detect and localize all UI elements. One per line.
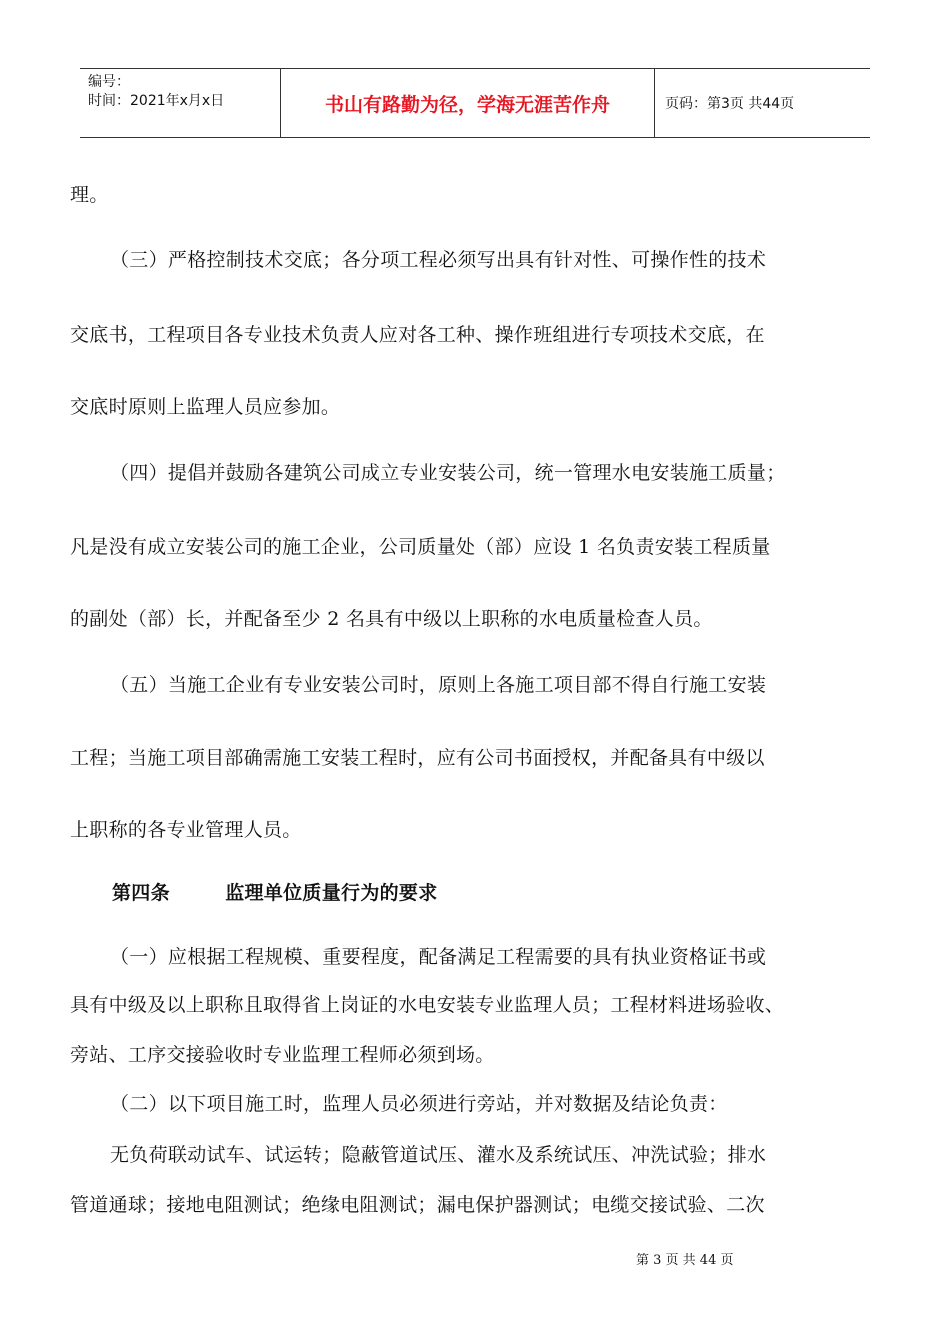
body-line: （五）当施工企业有专业安装公司时，原则上各施工项目部不得自行施工安装 bbox=[110, 674, 767, 696]
body-line: 上职称的各专业管理人员。 bbox=[70, 819, 302, 841]
page-header bbox=[80, 68, 870, 138]
number-label: 编号： bbox=[88, 74, 130, 90]
body-line: 理。 bbox=[70, 184, 109, 206]
page-footer: 第 3 页 共 44 页 bbox=[636, 1253, 734, 1268]
body-line: 交底书，工程项目各专业技术负责人应对各工种、操作班组进行专项技术交底，在 bbox=[70, 324, 765, 346]
header-meta bbox=[80, 69, 280, 137]
body-line: 工程；当施工项目部确需施工安装工程时，应有公司书面授权，并配备具有中级以 bbox=[70, 747, 765, 769]
body-line: 凡是没有成立安装公司的施工企业，公司质量处（部）应设 1 名负责安装工程质量 bbox=[70, 536, 771, 558]
section-heading: 第四条 监理单位质量行为的要求 bbox=[112, 882, 438, 904]
body-line: （三）严格控制技术交底；各分项工程必须写出具有针对性、可操作性的技术 bbox=[110, 249, 767, 271]
body-line: 交底时原则上监理人员应参加。 bbox=[70, 396, 341, 418]
body-line: 具有中级及以上职称且取得省上岗证的水电安装专业监理人员；工程材料进场验收、 bbox=[70, 994, 785, 1016]
header-page-info: 页码：第3页 共44页 bbox=[665, 96, 795, 112]
body-line: 的副处（部）长，并配备至少 2 名具有中级以上职称的水电质量检查人员。 bbox=[70, 608, 713, 630]
body-line: 无负荷联动试车、试运转；隐蔽管道试压、灌水及系统试压、冲洗试验；排水 bbox=[110, 1144, 767, 1166]
body-line: （四）提倡并鼓励各建筑公司成立专业安装公司，统一管理水电安装施工质量； bbox=[110, 462, 786, 484]
body-line: 管道通球；接地电阻测试；绝缘电阻测试；漏电保护器测试；电缆交接试验、二次 bbox=[70, 1194, 765, 1216]
body-line: （二）以下项目施工时，监理人员必须进行旁站，并对数据及结论负责： bbox=[110, 1093, 728, 1115]
time-label: 时间：2021年x月x日 bbox=[88, 93, 225, 109]
header-motto: 书山有路勤为径，学海无涯苦作舟 bbox=[280, 69, 655, 137]
body-line: （一）应根据工程规模、重要程度，配备满足工程需要的具有执业资格证书或 bbox=[110, 946, 767, 968]
body-line: 旁站、工序交接验收时专业监理工程师必须到场。 bbox=[70, 1044, 495, 1066]
